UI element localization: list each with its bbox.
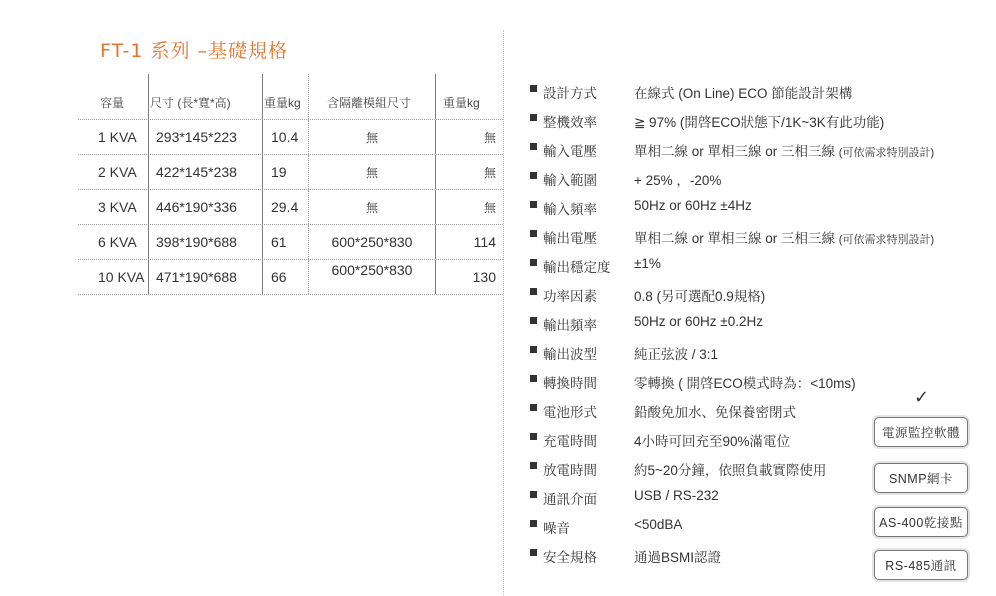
power-monitoring-software-button[interactable]: 電源監控軟體	[874, 417, 968, 447]
page-title: FT-1 系列 –基礎規格	[100, 40, 288, 62]
capacity-table	[78, 74, 503, 295]
spec-value: 0.8 (另可選配0.9規格)	[634, 289, 766, 304]
spec-value: 4小時可回充至90%滿電位	[634, 434, 791, 449]
spec-value: 50Hz or 60Hz ±0.2Hz	[634, 314, 763, 329]
spec-label: 輸出波型	[543, 347, 597, 362]
bullet-square-icon	[530, 172, 537, 179]
isolation-size-cell: 無	[365, 200, 378, 215]
spec-label: 設計方式	[543, 86, 597, 101]
capacity-cell: 2 KVA	[98, 164, 137, 180]
spec-label: 轉換時間	[543, 376, 597, 391]
spec-label: 噪音	[543, 521, 570, 536]
isolation-weight-cell: 無	[483, 130, 496, 145]
bullet-square-icon	[530, 433, 537, 440]
column-header-weight: 重量kg	[264, 96, 301, 110]
spec-value: USB / RS-232	[634, 488, 719, 503]
bullet-square-icon	[530, 143, 537, 150]
weight-cell: 19	[271, 164, 287, 180]
weight-cell: 61	[271, 234, 287, 250]
spec-label: 輸入頻率	[543, 202, 597, 217]
spec-label: 充電時間	[543, 434, 597, 449]
spec-value: ±1%	[634, 256, 661, 271]
isolation-size-cell: 無	[365, 165, 378, 180]
column-header-capacity: 容量	[100, 96, 125, 110]
spec-value: 純正弦波 / 3:1	[634, 347, 719, 362]
spec-label: 輸入範圍	[543, 173, 597, 188]
table-header-row	[78, 74, 503, 120]
table-row	[78, 155, 503, 190]
spec-label: 電池形式	[543, 405, 597, 420]
spec-label: 放電時間	[543, 463, 597, 478]
isolation-weight-cell: 無	[483, 200, 496, 215]
bullet-square-icon	[530, 201, 537, 208]
size-cell: 398*190*688	[156, 234, 237, 250]
weight-cell: 29.4	[271, 199, 299, 215]
bullet-square-icon	[530, 346, 537, 353]
bullet-square-icon	[530, 375, 537, 382]
size-cell: 446*190*336	[156, 199, 237, 215]
as400-dry-contact-button[interactable]: AS-400乾接點	[874, 507, 968, 537]
isolation-weight-cell: 無	[483, 165, 496, 180]
isolation-size-cell: 600*250*830	[331, 234, 413, 250]
spec-value: 單相二線 or 單相三線 or 三相三線 (可依需求特別設計)	[634, 231, 935, 246]
vertical-divider	[503, 30, 504, 596]
spec-value: 零轉換 ( 開啓ECO模式時為：<10ms)	[634, 376, 856, 391]
snmp-card-button[interactable]: SNMP網卡	[874, 463, 968, 493]
size-cell: 422*145*238	[156, 164, 237, 180]
isolation-size-cell: 600*250*830	[331, 262, 413, 278]
spec-value: 約5~20分鐘，依照負載實際使用	[634, 463, 827, 478]
spec-value: 50Hz or 60Hz ±4Hz	[634, 198, 752, 213]
spec-label: 輸入電壓	[543, 144, 597, 159]
table-row	[78, 260, 503, 295]
spec-value: 在線式 (On Line) ECO 節能設計架構	[634, 86, 853, 101]
spec-label: 輸出頻率	[543, 318, 597, 333]
rs485-communication-button[interactable]: RS-485通訊	[874, 550, 968, 580]
bullet-square-icon	[530, 259, 537, 266]
table-row	[78, 120, 503, 155]
bullet-square-icon	[530, 404, 537, 411]
column-header-isolation-weight: 重量kg	[443, 96, 480, 110]
weight-cell: 66	[271, 269, 287, 285]
spec-value: 通過BSMI認證	[634, 550, 722, 565]
column-header-size: 尺寸 (長*寬*高)	[150, 96, 231, 110]
spec-value: ≧ 97% (開啓ECO狀態下/1K~3K有此功能)	[634, 115, 885, 130]
spec-label: 通訊介面	[543, 492, 597, 507]
isolation-weight-cell: 130	[472, 269, 496, 285]
spec-value: <50dBA	[634, 517, 683, 532]
capacity-cell: 10 KVA	[98, 269, 145, 285]
table-row	[78, 225, 503, 260]
bullet-square-icon	[530, 520, 537, 527]
bullet-square-icon	[530, 462, 537, 469]
bullet-square-icon	[530, 114, 537, 121]
spec-label: 功率因素	[543, 289, 597, 304]
spec-label: 輸出電壓	[543, 231, 597, 246]
spec-label: 輸出穩定度	[543, 260, 611, 275]
isolation-size-cell: 無	[365, 130, 378, 145]
bullet-square-icon	[530, 230, 537, 237]
checkmark-icon: ✓	[914, 387, 930, 408]
isolation-weight-cell: 114	[473, 234, 496, 250]
bullet-square-icon	[530, 549, 537, 556]
bullet-square-icon	[530, 491, 537, 498]
bullet-square-icon	[530, 288, 537, 295]
spec-value: 鉛酸免加水、免保養密閉式	[634, 405, 796, 420]
spec-label: 整機效率	[543, 115, 597, 130]
spec-label: 安全規格	[543, 550, 597, 565]
table-row	[78, 190, 503, 225]
column-header-isolation-size: 含隔離模組尺寸	[327, 96, 412, 110]
spec-value: 單相二線 or 單相三線 or 三相三線 (可依需求特別設計)	[634, 144, 935, 159]
capacity-cell: 1 KVA	[98, 129, 137, 145]
weight-cell: 10.4	[271, 129, 299, 145]
bullet-square-icon	[530, 85, 537, 92]
capacity-cell: 3 KVA	[98, 199, 137, 215]
size-cell: 293*145*223	[156, 129, 237, 145]
bullet-square-icon	[530, 317, 537, 324]
spec-value: + 25% ，-20%	[634, 173, 722, 188]
size-cell: 471*190*688	[156, 269, 237, 285]
capacity-cell: 6 KVA	[98, 234, 137, 250]
